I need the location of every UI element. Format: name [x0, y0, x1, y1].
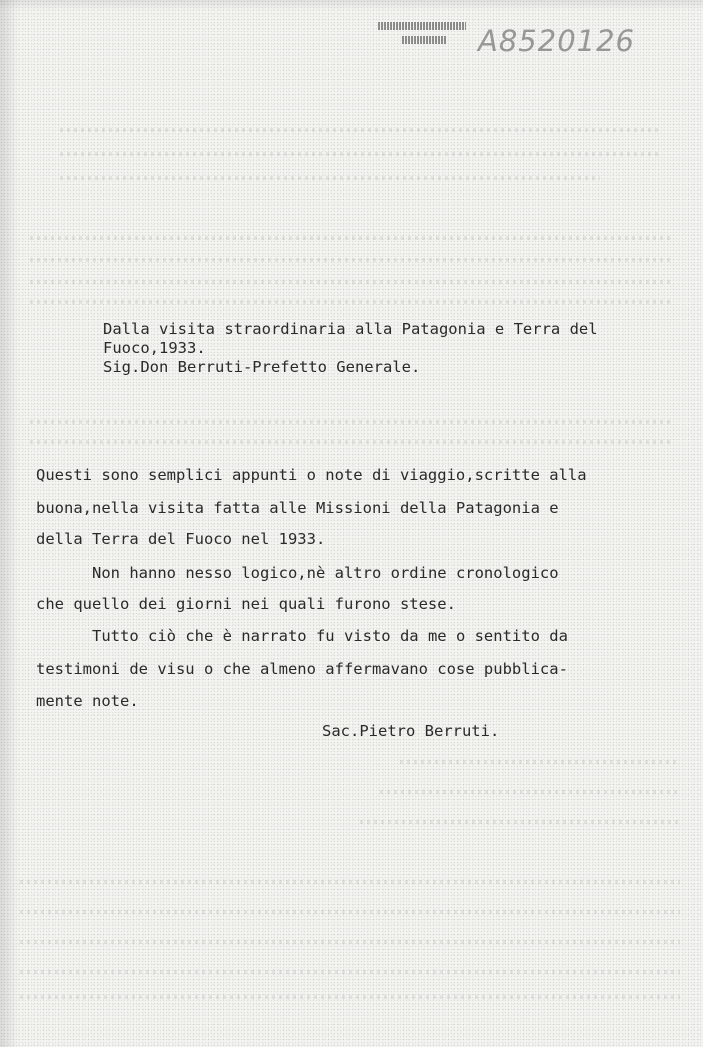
show-through-line: [20, 970, 680, 974]
heading-line: Sig.Don Berruti-Prefetto Generale.: [103, 358, 421, 376]
body-line: testimoni de visu o che almeno affermavano cose pubblica-: [36, 660, 568, 678]
heading-line: Dalla visita straordinaria alla Patagonia e Terra del: [103, 320, 598, 338]
show-through-line: [30, 300, 670, 304]
show-through-line: [30, 236, 670, 240]
show-through-line: [20, 880, 680, 884]
show-through-line: [60, 176, 600, 180]
body-line: della Terra del Fuoco nel 1933.: [36, 530, 326, 548]
body-line: Non hanno nesso logico,nè altro ordine cronologico: [92, 564, 559, 582]
archive-code: A8520126: [478, 24, 635, 58]
show-through-line: [30, 258, 670, 262]
show-through-line: [60, 152, 660, 156]
stamp-text-line: [378, 22, 466, 30]
page-shadow-top: [0, 0, 703, 10]
body-line: Tutto ciò che è narrato fu visto da me o sentito da: [92, 627, 568, 645]
body-line: che quello dei giorni nei quali furono stese.: [36, 595, 456, 613]
heading-line: Fuoco,1933.: [103, 339, 206, 357]
show-through-line: [380, 790, 680, 794]
show-through-line: [20, 995, 680, 999]
show-through-line: [400, 760, 680, 764]
show-through-line: [30, 280, 670, 284]
body-line: Questi sono semplici appunti o note di viaggio,scritte alla: [36, 466, 587, 484]
show-through-line: [30, 420, 670, 424]
show-through-line: [30, 440, 670, 444]
signature: Sac.Pietro Berruti.: [322, 722, 500, 740]
page-shadow-left: [0, 0, 18, 1047]
show-through-line: [20, 940, 680, 944]
show-through-line: [20, 910, 680, 914]
document-heading: [103, 320, 598, 377]
body-line: mente note.: [36, 692, 139, 710]
show-through-line: [60, 128, 660, 132]
archive-stamp: [378, 22, 468, 52]
show-through-line: [360, 820, 680, 824]
body-line: buona,nella visita fatta alle Missioni della Patagonia e: [36, 499, 559, 517]
stamp-text-line: [402, 36, 446, 44]
